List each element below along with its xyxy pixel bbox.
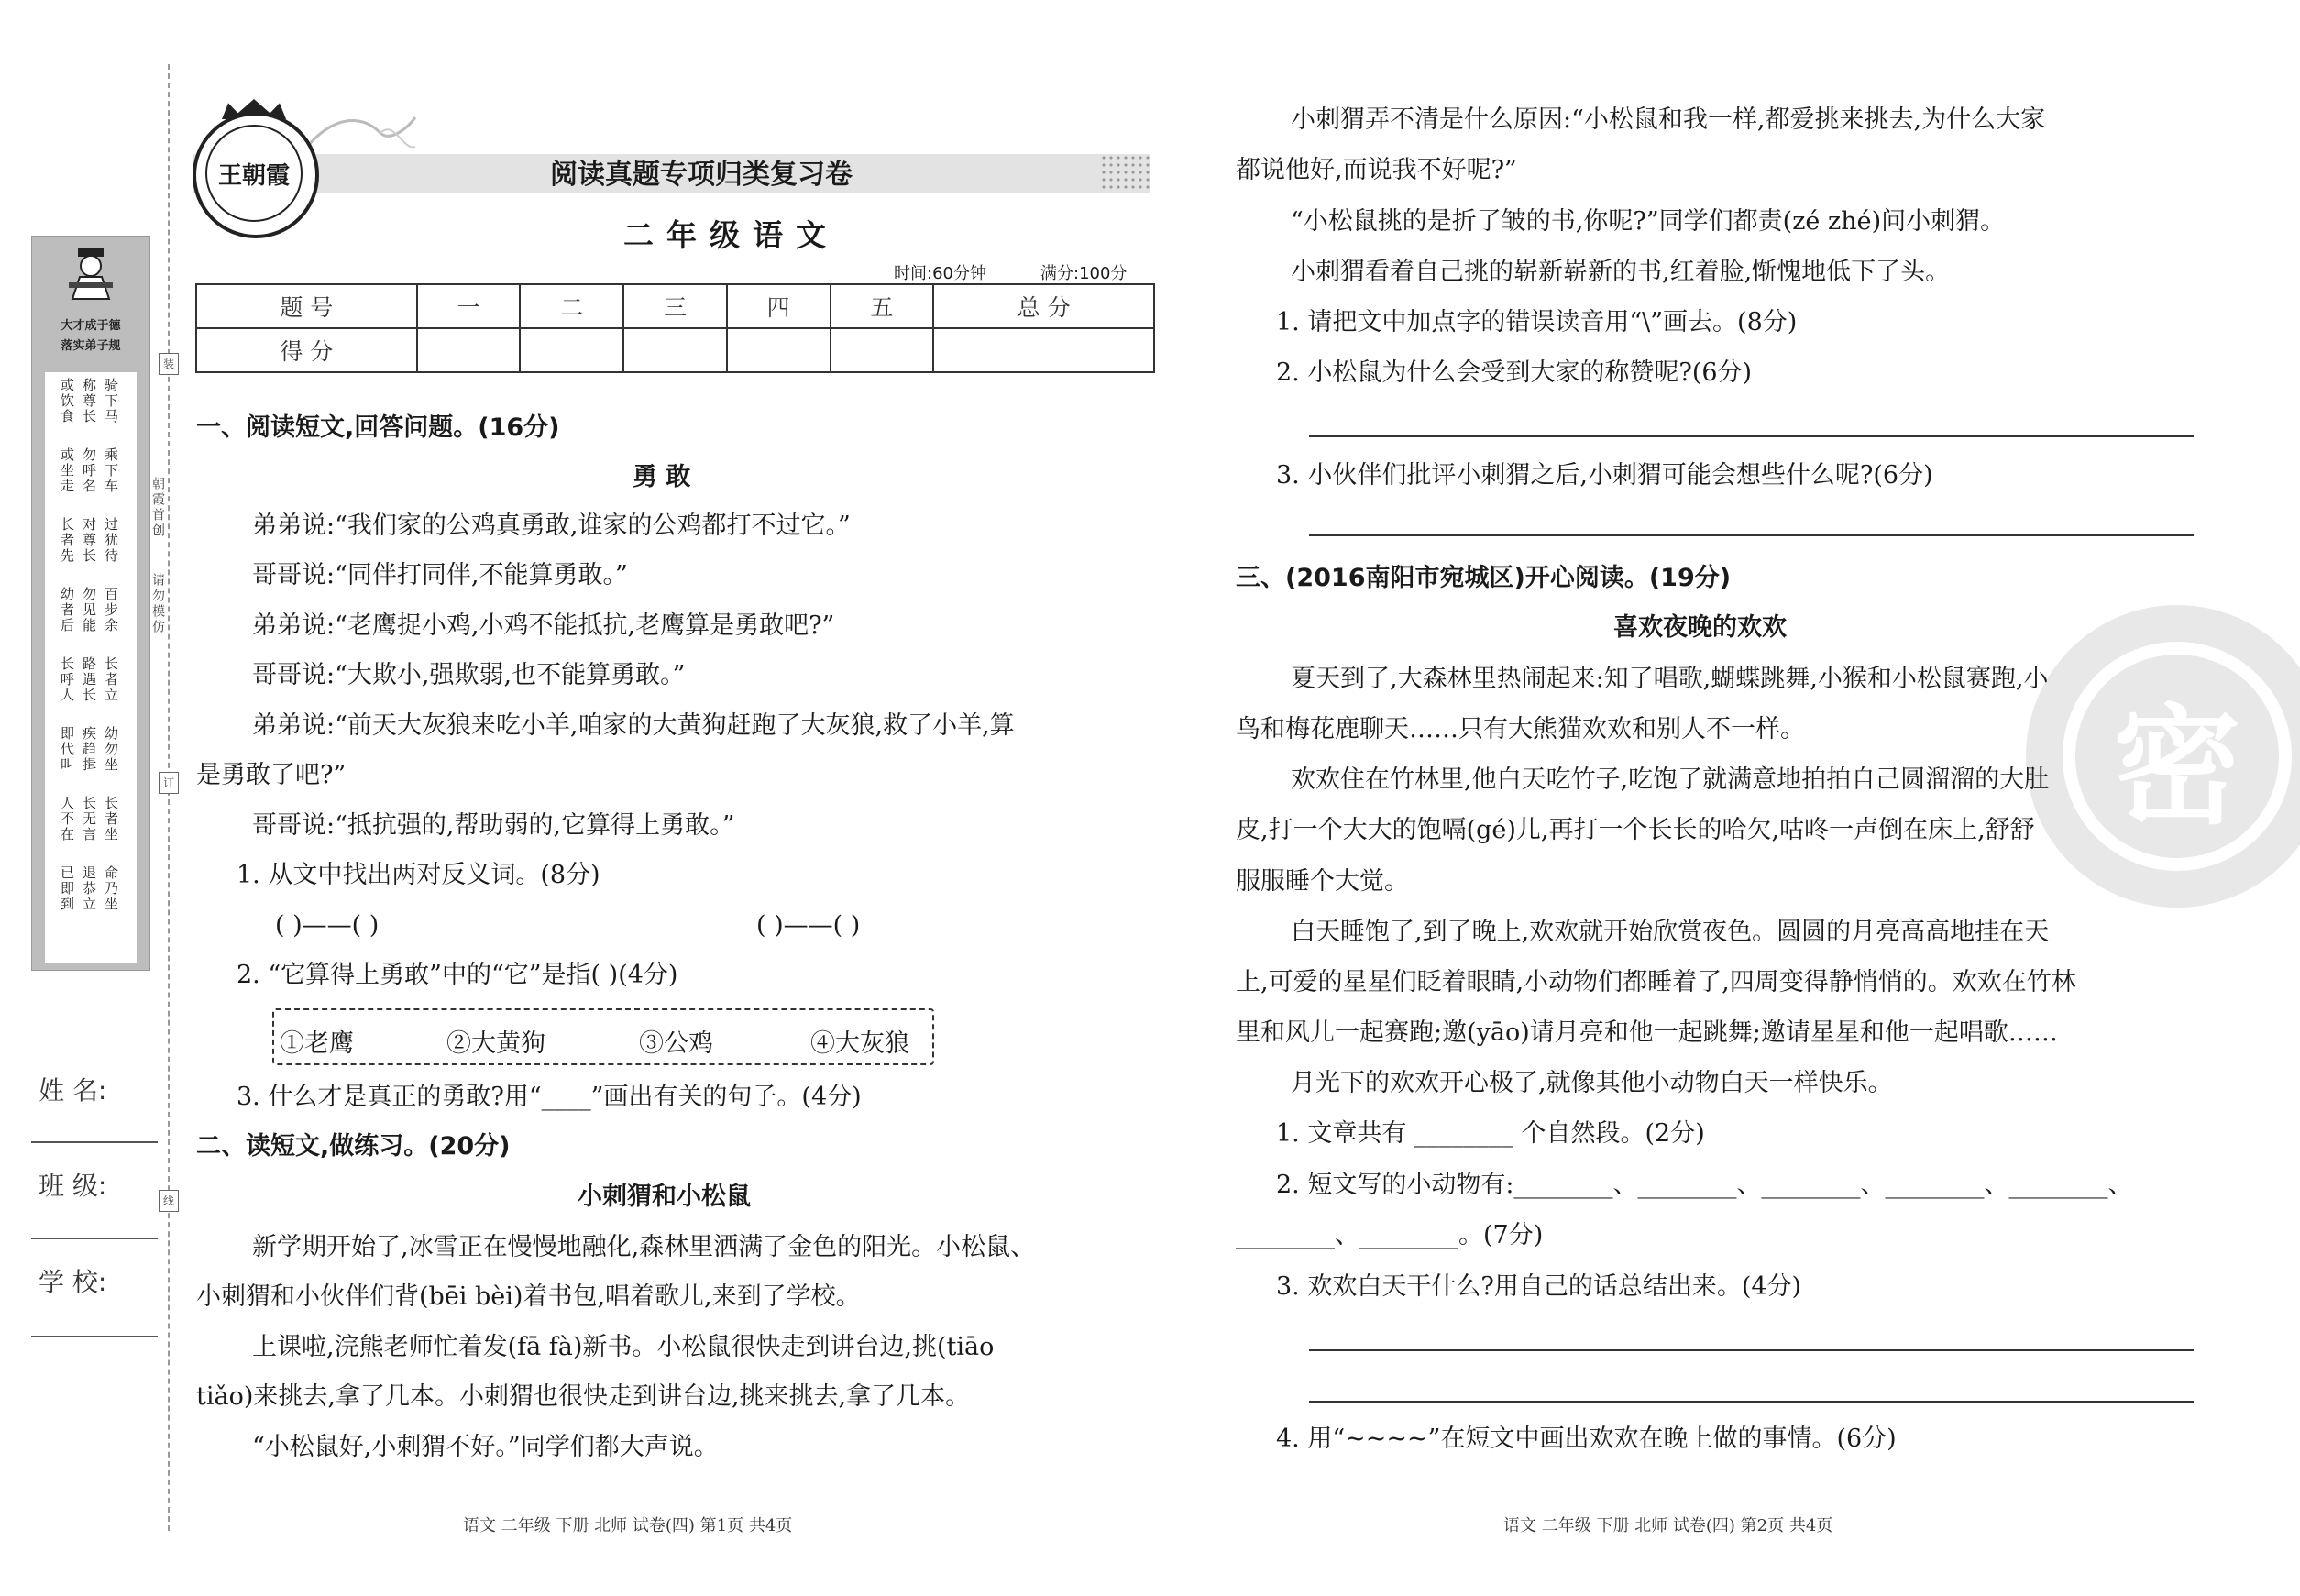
- motto-line2: 落实弟子规: [61, 339, 121, 353]
- score-input-cell[interactable]: [831, 328, 934, 372]
- fold-line: [168, 64, 170, 1531]
- time-info: 时间:60分钟: [894, 264, 986, 283]
- answer-blank[interactable]: ( )——( ): [756, 911, 861, 940]
- rules-box: [45, 372, 137, 963]
- rule-col: 乘下车: [103, 447, 119, 494]
- paragraph: 都说他好,而说我不好呢?”: [1236, 156, 1517, 184]
- score-input-cell[interactable]: [520, 328, 623, 372]
- fold-mark: 装: [159, 353, 179, 375]
- answer-blank[interactable]: ( )——( ): [275, 911, 380, 940]
- paragraph: 白天睡饱了,到了晚上,欢欢就开始欣赏夜色。圆圆的月亮高高地挂在天: [1291, 918, 2050, 946]
- banner-title: 阅读真题专项归类复习卷: [550, 159, 853, 191]
- question: 3. 欢欢白天干什么?用自己的话总结出来。(4分): [1276, 1272, 1802, 1301]
- question: 1. 文章共有 ________ 个自然段。(2分): [1276, 1119, 1705, 1148]
- score-info: 满分:100分: [1040, 264, 1128, 283]
- answer-line[interactable]: [1309, 1401, 2194, 1403]
- rule-col: 称尊长: [81, 378, 97, 424]
- score-value-row: [196, 328, 1154, 372]
- rule-col: 对尊长: [81, 517, 97, 564]
- section1-heading: 一、阅读短文,回答问题。(16分): [196, 413, 560, 442]
- paragraph: 哥哥说:“大欺小,强欺弱,也不能算勇敢。”: [252, 661, 686, 689]
- option-item[interactable]: ④大灰狼: [810, 1029, 909, 1058]
- rule-col: 长呼人: [59, 656, 75, 703]
- paragraph: “小松鼠挑的是折了皱的书,你呢?”同学们都责(zé zhé)问小刺猬。: [1291, 207, 2006, 236]
- stamp-char: 密: [2063, 642, 2292, 871]
- question: 3. 什么才是真正的勇敢?用“____”画出有关的句子。(4分): [237, 1083, 862, 1111]
- sidebar-panel: [31, 236, 150, 971]
- paragraph: 小刺猬看着自己挑的崭新崭新的书,红着脸,惭愧地低下了头。: [1291, 258, 1951, 286]
- score-input-cell[interactable]: [933, 328, 1154, 372]
- section2-title: 小刺猬和小松鼠: [578, 1183, 751, 1211]
- paragraph: 哥哥说:“抵抗强的,帮助弱的,它算得上勇敢。”: [252, 811, 735, 840]
- rule-col: 或坐走: [59, 447, 75, 494]
- page-footer-right: 语文 二年级 下册 北师 试卷(四) 第2页 共4页: [1503, 1516, 1833, 1535]
- class-label: 班 级:: [39, 1171, 107, 1201]
- table-cell: 二: [520, 284, 623, 328]
- school-label: 学 校:: [39, 1267, 107, 1297]
- table-cell: 三: [623, 284, 727, 328]
- question: 2. 短文写的小动物有:________、________、________、________、________、: [1276, 1171, 2133, 1199]
- section2-heading: 二、读短文,做练习。(20分): [196, 1132, 511, 1161]
- paragraph: 里和风儿一起赛跑;邀(yāo)请月亮和他一起跳舞;邀请星星和他一起唱歌……: [1236, 1018, 2058, 1047]
- paragraph: 小刺猬和小伙伴们背(bēi bèi)着书包,唱着歌儿,来到了学校。: [196, 1282, 861, 1311]
- rule-col: 人不在: [59, 796, 75, 842]
- paragraph: 夏天到了,大森林里热闹起来:知了唱歌,蝴蝶跳舞,小猴和小松鼠赛跑,小: [1291, 665, 2049, 693]
- question: 4. 用“~~~~”在短文中画出欢欢在晚上做的事情。(6分): [1276, 1425, 1897, 1453]
- table-cell: 四: [727, 284, 831, 328]
- paragraph: 弟弟说:“我们家的公鸡真勇敢,谁家的公鸡都打不过它。”: [252, 512, 851, 540]
- question: 2. “它算得上勇敢”中的“它”是指( )(4分): [237, 961, 678, 989]
- paragraph: “小松鼠好,小刺猬不好。”同学们都大声说。: [252, 1433, 719, 1461]
- seal-stamp: [2026, 605, 2300, 908]
- motto-line1: 大才成于德: [61, 319, 121, 333]
- question: ________、________。(7分): [1236, 1221, 1544, 1249]
- name-field[interactable]: [31, 1141, 158, 1143]
- rule-col: 路遇长: [81, 656, 97, 703]
- option-item[interactable]: ①老鹰: [280, 1029, 354, 1058]
- logo-text: 王朝霞: [205, 125, 303, 222]
- rule-col: 长者先: [59, 517, 75, 564]
- options-box: [272, 1008, 934, 1065]
- rule-col: 百步余: [103, 587, 119, 633]
- paragraph: 上,可爱的星星们眨着眼睛,小动物们都睡着了,四周变得静悄悄的。欢欢在竹林: [1236, 968, 2076, 996]
- paragraph: 月光下的欢欢开心极了,就像其他小动物白天一样快乐。: [1291, 1069, 1893, 1097]
- fold-mark: 订: [159, 772, 179, 794]
- rule-col: 勿呼名: [81, 447, 97, 494]
- paragraph: 小刺猬弄不清是什么原因:“小松鼠和我一样,都爱挑来挑去,为什么大家: [1291, 105, 2046, 134]
- score-input-cell[interactable]: [417, 328, 521, 372]
- paragraph: 弟弟说:“前天大灰狼来吃小羊,咱家的大黄狗赶跑了大灰狼,救了小羊,算: [252, 711, 1015, 740]
- paragraph: 欢欢住在竹林里,他白天吃竹子,吃饱了就满意地拍拍自己圆溜溜的大肚: [1291, 765, 2050, 794]
- name-label: 姓 名:: [39, 1075, 107, 1106]
- paragraph: 服服睡个大觉。: [1236, 867, 1409, 896]
- option-item[interactable]: ③公鸡: [639, 1029, 713, 1058]
- paragraph: 新学期开始了,冰雪正在慢慢地融化,森林里洒满了金色的阳光。小松鼠、: [252, 1233, 1036, 1261]
- paragraph: tiǎo)来挑去,拿了几本。小刺猬也很快走到讲台边,挑来挑去,拿了几本。: [196, 1382, 971, 1411]
- score-input-cell[interactable]: [623, 328, 727, 372]
- paragraph: 鸟和梅花鹿聊天……只有大熊猫欢欢和别人不一样。: [1236, 715, 1805, 743]
- rule-col: 长者立: [103, 656, 119, 703]
- table-cell: 得 分: [196, 328, 417, 372]
- paragraph: 皮,打一个大大的饱嗝(gé)儿,再打一个长长的哈欠,咕咚一声倒在床上,舒舒: [1236, 816, 2035, 844]
- rule-col: 退恭立: [81, 865, 97, 912]
- banner-pattern: [1100, 154, 1150, 193]
- question: 2. 小松鼠为什么会受到大家的称赞呢?(6分): [1276, 358, 1753, 387]
- ribbon-icon: [307, 110, 417, 156]
- table-cell: 一: [417, 284, 521, 328]
- publisher-logo: [193, 112, 319, 238]
- rule-col: 幼者后: [59, 587, 75, 633]
- answer-line[interactable]: [1309, 534, 2194, 536]
- class-field[interactable]: [31, 1238, 158, 1239]
- subject-title: 二年级语文: [623, 217, 839, 253]
- school-field[interactable]: [31, 1336, 158, 1337]
- fold-note: 请勿模仿: [150, 573, 165, 635]
- table-cell: 五: [831, 284, 934, 328]
- scholar-figure-icon: [65, 246, 116, 301]
- fold-note: 朝霞首创: [150, 477, 165, 539]
- rule-col: 骑下马: [103, 378, 119, 424]
- table-cell: 题 号: [196, 284, 417, 328]
- section3-heading: 三、(2016南阳市宛城区)开心阅读。(19分): [1236, 564, 1732, 592]
- paragraph: 是勇敢了吧?”: [196, 761, 347, 789]
- table-cell: 总 分: [933, 284, 1154, 328]
- rule-col: 长者坐: [103, 796, 119, 842]
- rule-col: 命乃坐: [103, 865, 119, 912]
- score-input-cell[interactable]: [727, 328, 831, 372]
- question: 3. 小伙伴们批评小刺猬之后,小刺猬可能会想些什么呢?(6分): [1276, 461, 1933, 490]
- rule-col: 即代叫: [59, 726, 75, 773]
- rule-col: 已即到: [59, 865, 75, 912]
- score-table: [195, 283, 1155, 373]
- rule-col: 或饮食: [59, 378, 75, 424]
- paragraph: 哥哥说:“同伴打同伴,不能算勇敢。”: [252, 561, 628, 589]
- rule-col: 过犹待: [103, 517, 119, 564]
- paragraph: 弟弟说:“老鹰捉小鸡,小鸡不能抵抗,老鹰算是勇敢吧?”: [252, 611, 835, 640]
- question: 1. 请把文中加点字的错误读音用“\”画去。(8分): [1276, 308, 1798, 336]
- option-item[interactable]: ②大黄狗: [446, 1029, 545, 1058]
- section3-title: 喜欢夜晚的欢欢: [1613, 613, 1787, 642]
- score-header-row: [196, 284, 1154, 328]
- fold-mark: 线: [159, 1190, 179, 1212]
- answer-line[interactable]: [1309, 435, 2194, 437]
- page-footer-left: 语文 二年级 下册 北师 试卷(四) 第1页 共4页: [463, 1516, 793, 1535]
- rule-col: 长无言: [81, 796, 97, 842]
- rule-col: 勿见能: [81, 587, 97, 633]
- section1-title: 勇 敢: [633, 463, 691, 491]
- rule-col: 疾趋揖: [81, 726, 97, 773]
- paragraph: 上课啦,浣熊老师忙着发(fā fà)新书。小松鼠很快走到讲台边,挑(tiāo: [252, 1333, 995, 1361]
- question: 1. 从文中找出两对反义词。(8分): [237, 861, 600, 889]
- answer-line[interactable]: [1309, 1349, 2194, 1351]
- rule-col: 幼勿坐: [103, 726, 119, 773]
